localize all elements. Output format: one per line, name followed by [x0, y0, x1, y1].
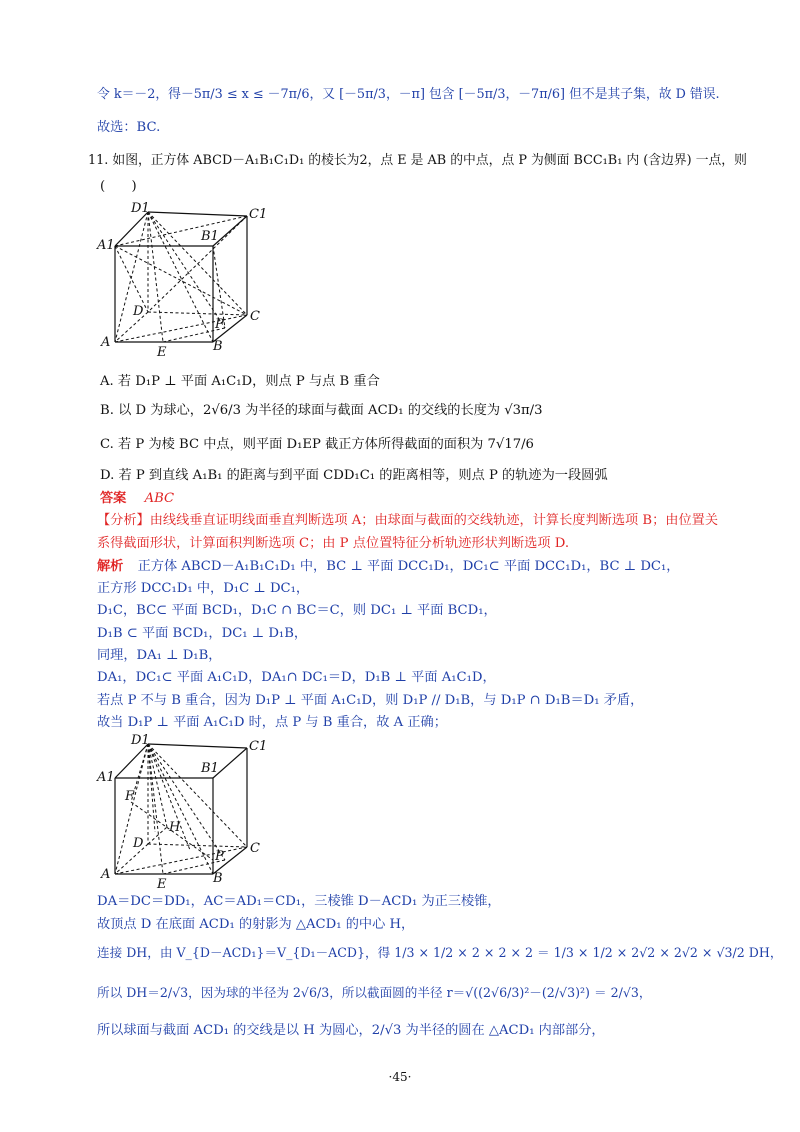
- fig1-label-e: E: [157, 345, 167, 360]
- question-11-blank: ( ): [100, 179, 137, 194]
- fig2-label-d: D: [133, 836, 144, 851]
- line-k-case: 令 k＝－2，得－5π/3 ≤ x ≤ －7π/6，又 [－5π/3，－π] 包含 [－5π/3，－7π/6] 但不是其子集，故 D 错误.: [97, 87, 720, 102]
- solution-line12: 所以 DH＝2/√3，因为球的半径为 2√6/3，所以截面圆的半径 r＝√((2√6/3)²－(2/√3)²) ＝ 2/√3，: [97, 985, 652, 1000]
- fig1-label-d: D: [133, 304, 144, 319]
- fig1-label-a1: A1: [97, 238, 115, 253]
- fig2-label-b: B: [213, 871, 223, 886]
- analysis-line2: 系得截面形状，计算面积判断选项 C；由 P 点位置特征分析轨迹形状判断选项 D.: [97, 536, 570, 551]
- answer-value: ABC: [144, 491, 175, 506]
- fig2-label-e: E: [157, 877, 167, 892]
- option-a: A. 若 D₁P ⊥ 平面 A₁C₁D，则点 P 与点 B 重合: [100, 374, 380, 389]
- fig2-label-a: A: [101, 867, 111, 882]
- fig2-label-d1: D1: [131, 733, 150, 748]
- solution-line7: 若点 P 不与 B 重合，因为 D₁P ⊥ 平面 A₁C₁D，则 D₁P // D₁B，与 D₁P ∩ D₁B＝D₁ 矛盾，: [97, 693, 644, 708]
- cube-figure-2: [95, 732, 268, 892]
- fig2-label-p: P: [215, 849, 224, 864]
- fig2-label-a1: A1: [97, 770, 115, 785]
- answer-label: 答案: [100, 491, 127, 506]
- fig2-label-c1: C1: [249, 739, 268, 754]
- solution-line3: D₁C，BC⊂ 平面 BCD₁，D₁C ∩ BC＝C，则 DC₁ ⊥ 平面 BCD₁，: [97, 603, 497, 618]
- option-d: D. 若 P 到直线 A₁B₁ 的距离与到平面 CDD₁C₁ 的距离相等，则点 P 的轨迹为一段圆弧: [100, 468, 608, 483]
- fig1-label-d1: D1: [131, 201, 150, 216]
- solution-line11: 连接 DH，由 V_{D－ACD₁}＝V_{D₁－ACD}，得 1/3 × 1/2 × 2 × 2 × 2 ＝ 1/3 × 1/2 × 2√2 × 2√2 × √3/2 DH，: [97, 945, 783, 960]
- solution-line6: DA₁，DC₁⊂ 平面 A₁C₁D，DA₁∩ DC₁＝D，D₁B ⊥ 平面 A₁C₁D，: [97, 670, 496, 685]
- solution-line5: 同理，DA₁ ⊥ D₁B，: [97, 648, 222, 663]
- answer-line: [100, 490, 174, 508]
- cube-figure-1: [95, 200, 268, 360]
- fig1-label-c1: C1: [249, 207, 268, 222]
- solution-text1: 正方体 ABCD－A₁B₁C₁D₁ 中，BC ⊥ 平面 DCC₁D₁，DC₁⊂ 平面 DCC₁D₁，BC ⊥ DC₁，: [137, 559, 680, 574]
- solution-line13: 所以球面与截面 ACD₁ 的交线是以 H 为圆心，2/√3 为半径的圆在 △ACD₁ 内部部分，: [97, 1023, 605, 1038]
- page-number: ·45·: [388, 1070, 412, 1084]
- fig2-label-f: F: [125, 789, 135, 804]
- solution-label: 解析: [97, 559, 124, 574]
- solution-line2: 正方形 DCC₁D₁ 中，D₁C ⊥ DC₁，: [97, 581, 310, 596]
- solution-line1: [97, 558, 680, 576]
- solution-line9: DA＝DC＝DD₁，AC＝AD₁＝CD₁，三棱锥 D－ACD₁ 为正三棱锥，: [97, 894, 501, 909]
- fig2-label-c: C: [250, 841, 260, 856]
- question-11-line1: 11. 如图，正方体 ABCD－A₁B₁C₁D₁ 的棱长为2，点 E 是 AB 的中点，点 P 为侧面 BCC₁B₁ 内 (含边界) 一点，则: [88, 153, 747, 168]
- option-b: B. 以 D 为球心，2√6/3 为半径的球面与截面 ACD₁ 的交线的长度为 √3π/3: [100, 403, 543, 418]
- fig1-label-b: B: [213, 339, 223, 354]
- analysis-line1: 【分析】由线线垂直证明线面垂直判断选项 A；由球面与截面的交线轨迹，计算长度判断选项 B；由位置关: [97, 513, 719, 528]
- fig1-label-b1: B1: [201, 229, 219, 244]
- solution-line4: D₁B ⊂ 平面 BCD₁，DC₁ ⊥ D₁B，: [97, 626, 308, 641]
- fig1-label-a: A: [101, 335, 111, 350]
- option-c: C. 若 P 为棱 BC 中点，则平面 D₁EP 截正方体所得截面的面积为 7√17/6: [100, 437, 534, 452]
- solution-line8: 故当 D₁P ⊥ 平面 A₁C₁D 时，点 P 与 B 重合，故 A 正确；: [97, 715, 447, 730]
- fig1-label-c: C: [250, 309, 260, 324]
- solution-line10: 故顶点 D 在底面 ACD₁ 的射影为 △ACD₁ 的中心 H，: [97, 917, 415, 932]
- fig1-label-p: P: [215, 317, 224, 332]
- line-choose-bc: 故选：BC.: [97, 120, 161, 135]
- fig2-label-b1: B1: [201, 761, 219, 776]
- fig2-label-h: H: [169, 820, 181, 835]
